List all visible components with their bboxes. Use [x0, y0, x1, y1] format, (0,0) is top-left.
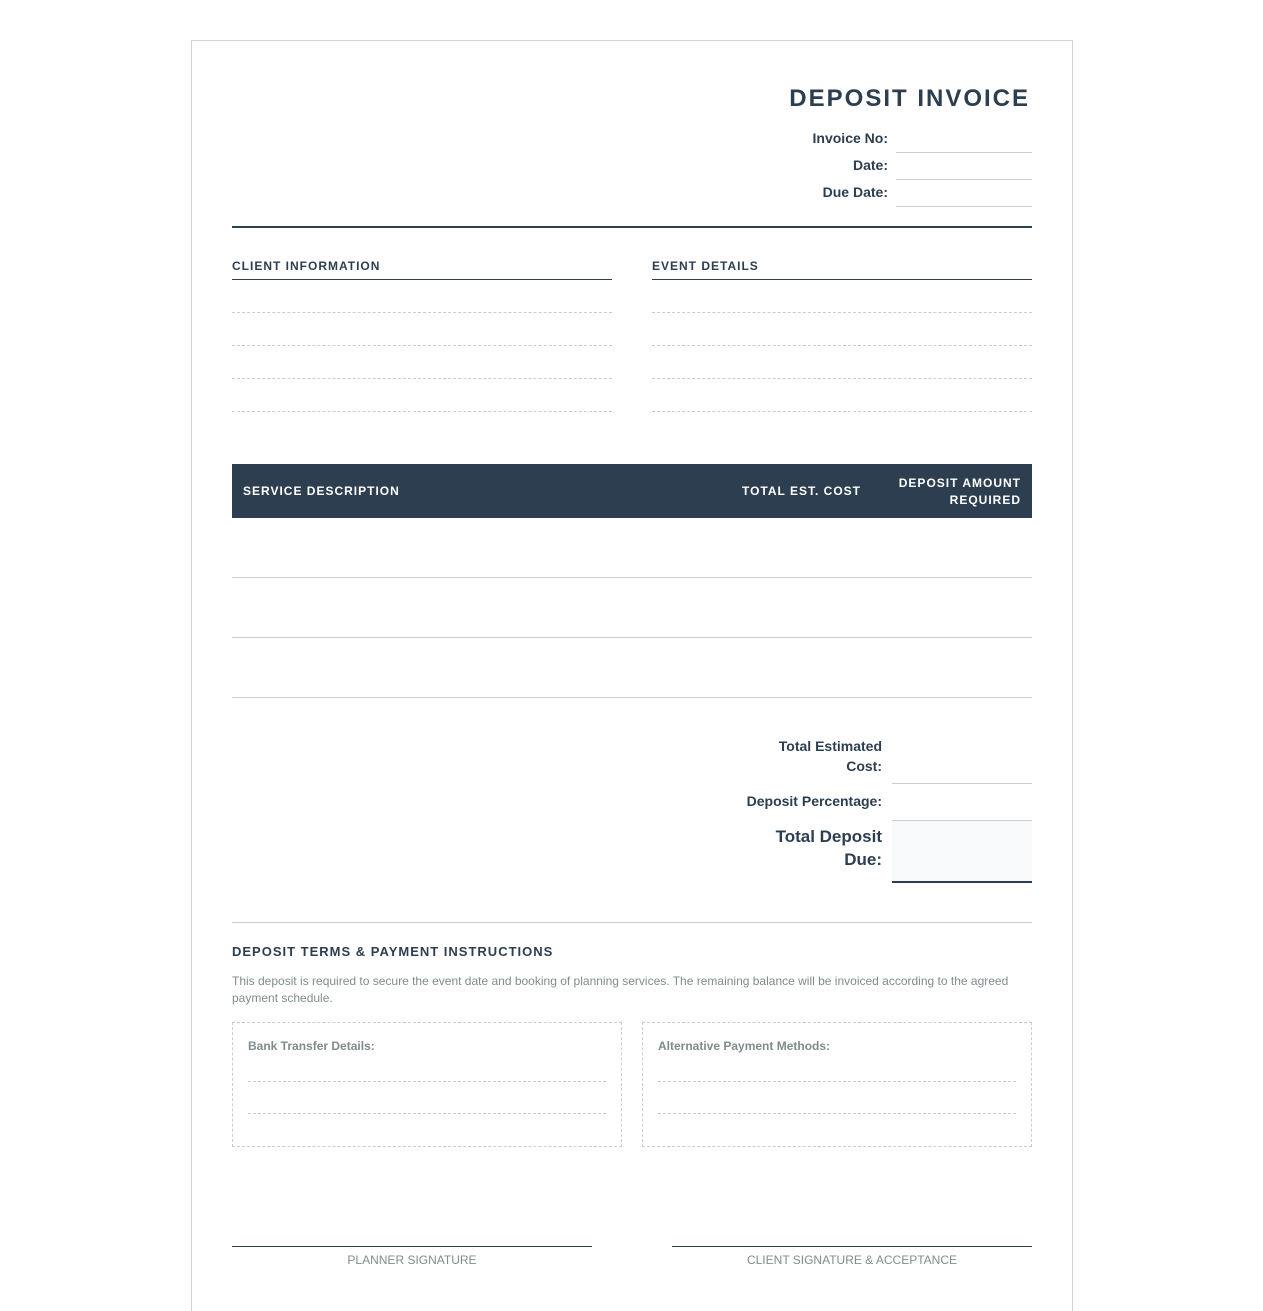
bank-transfer-label: Bank Transfer Details:: [248, 1039, 375, 1053]
event-details-line[interactable]: [652, 280, 1032, 313]
client-info-line[interactable]: [232, 280, 612, 313]
client-info-line[interactable]: [232, 313, 612, 346]
totals-section: [712, 734, 1032, 883]
deposit-percentage-row: [712, 784, 1032, 821]
services-table: [232, 464, 1032, 698]
planner-signature-label: PLANNER SIGNATURE: [347, 1253, 477, 1267]
alternative-payment-label: Alternative Payment Methods:: [658, 1039, 831, 1053]
column-service-description: SERVICE DESCRIPTION: [243, 484, 400, 498]
invoice-content: [232, 41, 1032, 1311]
due-date-label: Due Date:: [822, 184, 888, 200]
date-label: Date:: [852, 157, 888, 173]
invoice-page: [191, 40, 1073, 1311]
bank-transfer-box: [232, 1022, 622, 1147]
table-row[interactable]: [232, 638, 1032, 698]
alternative-payment-box: [642, 1022, 1032, 1147]
deposit-percentage-field[interactable]: [892, 784, 1032, 821]
total-deposit-due-field[interactable]: [892, 821, 1032, 883]
terms-heading: DEPOSIT TERMS & PAYMENT INSTRUCTIONS: [232, 944, 554, 959]
table-row[interactable]: [232, 578, 1032, 638]
due-date-row: [772, 181, 1032, 208]
client-signature-label: CLIENT SIGNATURE & ACCEPTANCE: [746, 1253, 958, 1267]
invoice-meta: [772, 127, 1032, 208]
invoice-no-row: [772, 127, 1032, 154]
planner-signature-line[interactable]: [232, 1246, 592, 1247]
client-information-heading: CLIENT INFORMATION: [232, 259, 612, 280]
invoice-no-field[interactable]: [896, 127, 1032, 153]
alternative-payment-line[interactable]: [658, 1082, 1016, 1114]
event-details-line[interactable]: [652, 346, 1032, 379]
event-details-line[interactable]: [652, 379, 1032, 412]
total-estimated-cost-row: [712, 734, 1032, 784]
total-deposit-due-row: [712, 821, 1032, 883]
total-estimated-cost-label: Total Estimated Cost:: [778, 738, 882, 774]
client-signature-line[interactable]: [672, 1246, 1032, 1247]
client-signature: [672, 1246, 1032, 1267]
date-row: [772, 154, 1032, 181]
date-field[interactable]: [896, 154, 1032, 180]
terms-divider: [232, 922, 1032, 923]
invoice-title: DEPOSIT INVOICE: [789, 85, 1030, 112]
planner-signature: [232, 1246, 592, 1267]
alternative-payment-line[interactable]: [658, 1053, 1016, 1082]
due-date-field[interactable]: [896, 181, 1032, 207]
client-info-line[interactable]: [232, 346, 612, 379]
bank-transfer-line[interactable]: [248, 1053, 606, 1082]
bank-transfer-line[interactable]: [248, 1082, 606, 1114]
client-info-line[interactable]: [232, 379, 612, 412]
event-details-section: [652, 259, 1032, 412]
invoice-no-label: Invoice No:: [812, 130, 888, 146]
table-header: [232, 464, 1032, 518]
column-deposit-amount: DEPOSIT AMOUNT REQUIRED: [898, 476, 1021, 507]
header-divider: [232, 226, 1032, 228]
deposit-percentage-label: Deposit Percentage:: [746, 793, 882, 809]
event-details-heading: EVENT DETAILS: [652, 259, 1032, 280]
total-deposit-due-label: Total Deposit Due:: [775, 827, 882, 869]
event-details-line[interactable]: [652, 313, 1032, 346]
column-total-est-cost: TOTAL EST. COST: [741, 484, 861, 498]
total-estimated-cost-field[interactable]: [892, 734, 1032, 784]
terms-text: This deposit is required to secure the event date and booking of planning services. The remaining balance will be invoiced according to the agreed payment schedule.: [232, 974, 1009, 1005]
client-information-section: [232, 259, 612, 412]
table-row[interactable]: [232, 518, 1032, 578]
